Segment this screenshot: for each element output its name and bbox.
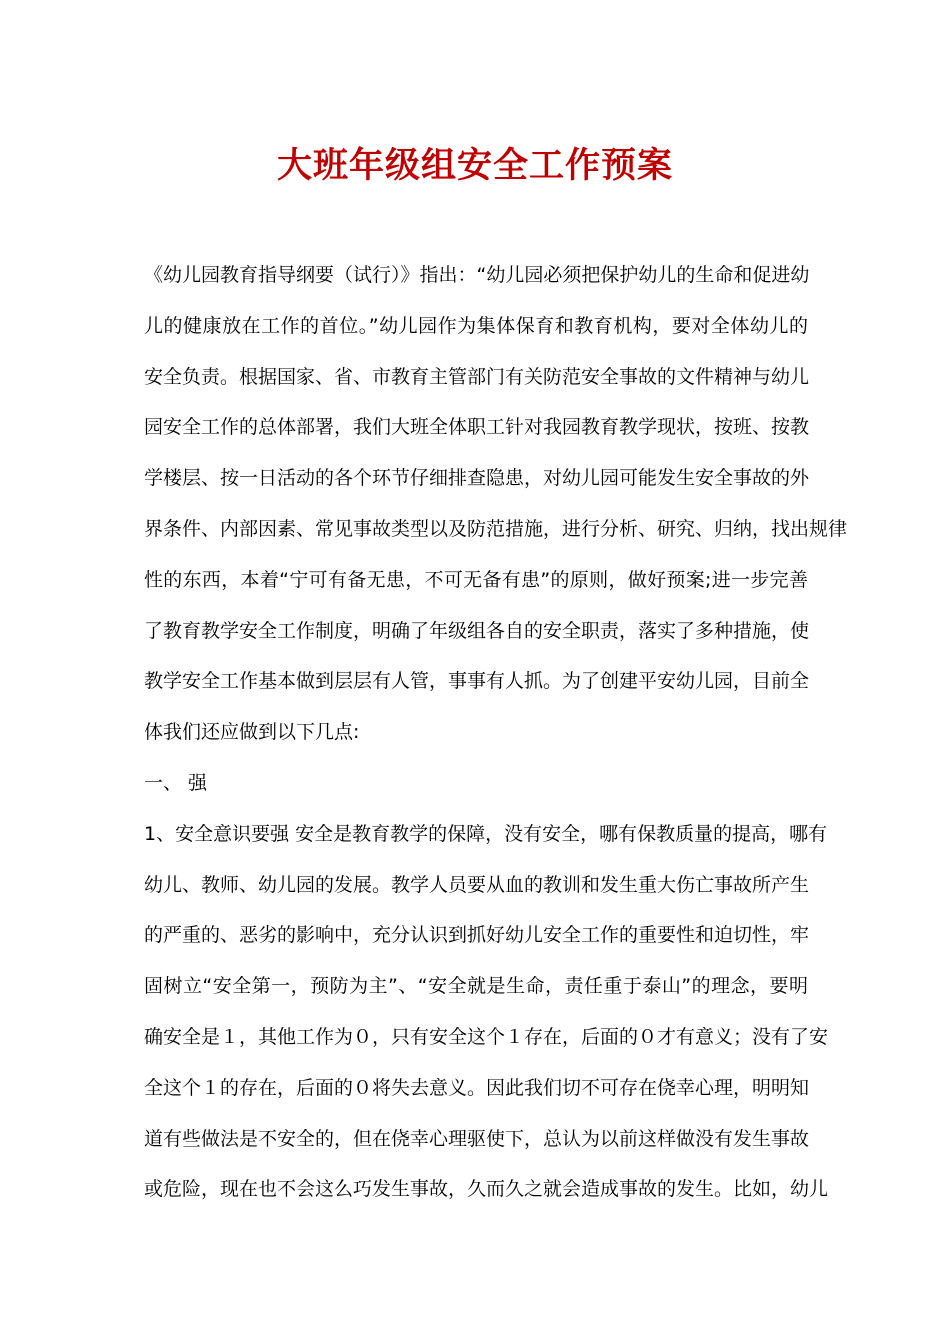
paragraph-line: 安全负责。根据国家、省、市教育主管部门有关防范安全事故的文件精神与幼儿 [144,365,810,388]
paragraph-line: 全这个１的存在，后面的０将失去意义。因此我们切不可存在侥幸心理，明明知 [144,1076,810,1099]
paragraph-line: 固树立“安全第一，预防为主”、“安全就是生命，责任重于泰山”的理念，要明 [144,975,809,998]
paragraph-line: 的严重的、恶劣的影响中，充分认识到抓好幼儿安全工作的重要性和迫切性，牢 [144,924,810,947]
paragraph-line: 教学安全工作基本做到层层有人管，事事有人抓。为了创建平安幼儿园，目前全 [144,670,810,693]
paragraph-line: 或危险，现在也不会这么巧发生事故，久而久之就会造成事故的发生。比如，幼儿 [144,1178,829,1201]
paragraph-line: 界条件、内部因素、常见事故类型以及防范措施，进行分析、研究、归纳，找出规律 [144,517,848,540]
paragraph-line: 性的东西，本着“宁可有备无患，不可无备有患”的原则，做好预案;进一步完善 [144,568,808,591]
paragraph-line: 1、安全意识要强 安全是教育教学的保障，没有安全，哪有保教质量的提高，哪有 [144,822,828,845]
paragraph-line: 学楼层、按一日活动的各个环节仔细排查隐患，对幼儿园可能发生安全事故的外 [144,467,810,490]
document-body [144,250,848,1215]
paragraph-line: 儿的健康放在工作的首位。”幼儿园作为集体保育和教育机构，要对全体幼儿的 [144,314,808,337]
paragraph-line: 园安全工作的总体部署，我们大班全体职工针对我园教育教学现状，按班、按教 [144,416,810,439]
paragraph-line: 确安全是１，其他工作为０，只有安全这个１存在，后面的０才有意义；没有了安 [144,1025,829,1048]
section-heading: 一、 强 [144,771,208,794]
paragraph-line: 道有些做法是不安全的，但在侥幸心理驱使下，总认为以前这样做没有发生事故 [144,1127,810,1150]
paragraph-line: 体我们还应做到以下几点: [144,721,360,744]
paragraph-line: 了教育教学安全工作制度，明确了年级组各自的安全职责，落实了多种措施，使 [144,619,810,642]
paragraph-line: 幼儿、教师、幼儿园的发展。教学人员要从血的教训和发生重大伤亡事故所产生 [144,873,810,896]
document-title: 大班年级组安全工作预案 [276,146,673,186]
paragraph-line: 《幼儿园教育指导纲要（试行）》指出：“幼儿园必须把保护幼儿的生命和促进幼 [144,264,810,286]
